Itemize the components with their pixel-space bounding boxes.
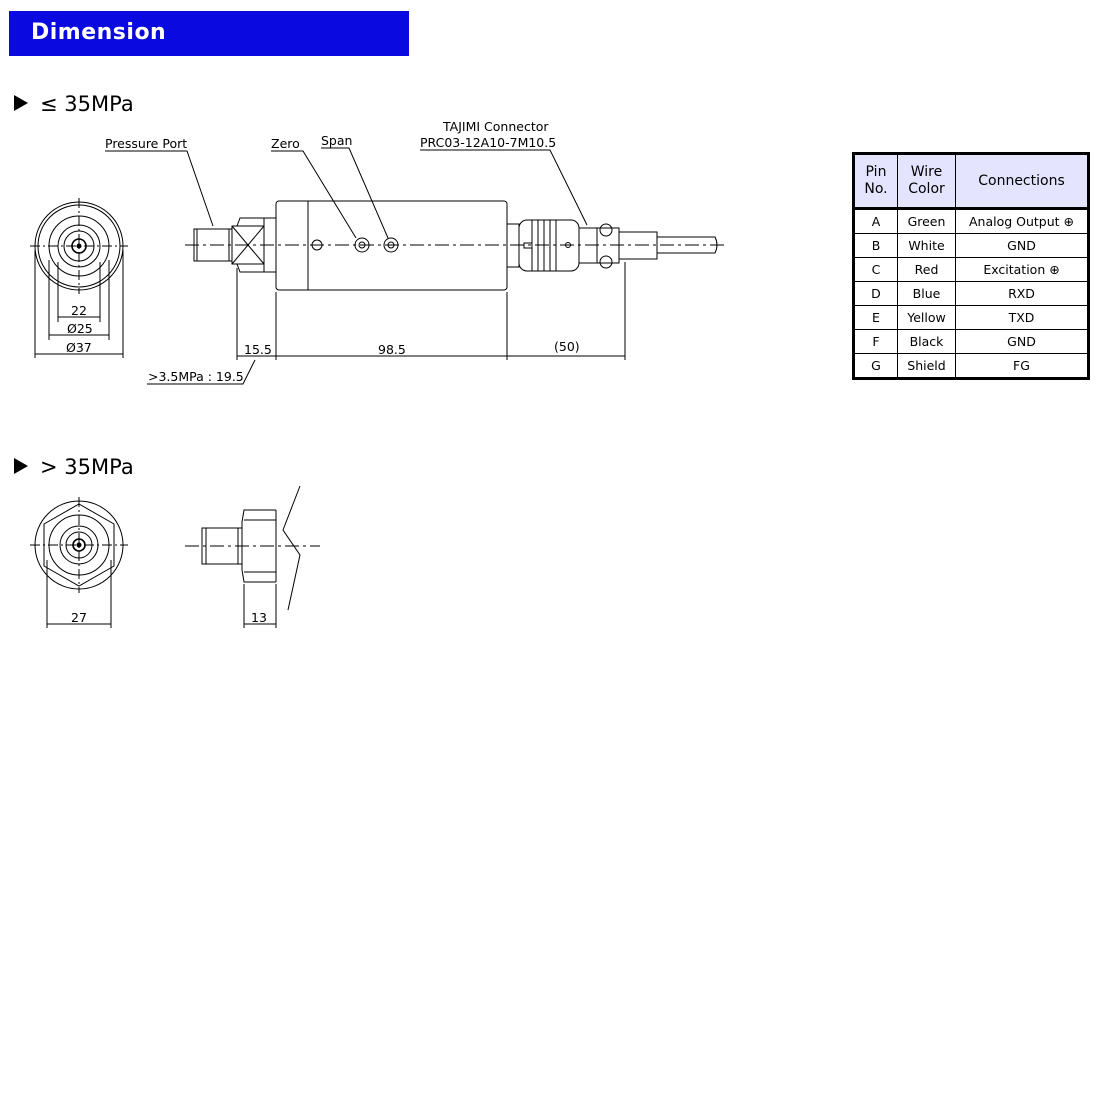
section-high-label: > 35MPa	[40, 455, 134, 479]
label-span: Span	[321, 133, 353, 148]
end-view-high	[30, 497, 128, 628]
dim-d25: Ø25	[67, 321, 93, 336]
dim-98-5: 98.5	[378, 342, 406, 357]
color-cell: Red	[898, 258, 956, 282]
dim-13: 13	[251, 610, 267, 625]
table-row	[854, 306, 1089, 330]
dim-note: >3.5MPa : 19.5	[148, 369, 244, 384]
color-cell: Black	[898, 330, 956, 354]
color-cell: Blue	[898, 282, 956, 306]
connection-cell: RXD	[956, 282, 1089, 306]
header-pin-no: Pin No.	[854, 154, 898, 209]
connection-cell: Excitation ⊕	[956, 258, 1089, 282]
dim-50: (50)	[554, 339, 580, 354]
connection-cell: GND	[956, 234, 1089, 258]
pin-cell: A	[854, 209, 898, 234]
dim-27: 27	[71, 610, 87, 625]
color-cell: Yellow	[898, 306, 956, 330]
pin-cell: C	[854, 258, 898, 282]
connection-cell: FG	[956, 354, 1089, 379]
label-pressure-port: Pressure Port	[105, 136, 188, 151]
section-low-label: ≤ 35MPa	[40, 92, 134, 116]
table-row	[854, 354, 1089, 379]
connection-cell: GND	[956, 330, 1089, 354]
pin-cell: D	[854, 282, 898, 306]
header-wire-color: Wire Color	[898, 154, 956, 209]
color-cell: White	[898, 234, 956, 258]
table-row	[854, 330, 1089, 354]
color-cell: Shield	[898, 354, 956, 379]
label-connector-part: PRC03-12A10-7M10.5	[420, 135, 557, 150]
header-connections: Connections	[956, 154, 1089, 209]
pin-table-header	[854, 154, 1089, 209]
pin-cell: F	[854, 330, 898, 354]
dim-15-5: 15.5	[244, 342, 272, 357]
label-zero: Zero	[271, 136, 300, 151]
color-cell: Green	[898, 209, 956, 234]
side-view-low	[105, 148, 725, 384]
table-row	[854, 282, 1089, 306]
dim-22: 22	[71, 303, 87, 318]
dim-d37: Ø37	[66, 340, 92, 355]
label-connector-name: TAJIMI Connector	[443, 119, 549, 134]
pin-table	[852, 152, 1090, 380]
table-row	[854, 258, 1089, 282]
table-row	[854, 234, 1089, 258]
table-row	[854, 209, 1089, 234]
pin-cell: G	[854, 354, 898, 379]
page-title: Dimension	[31, 20, 167, 45]
pin-cell: B	[854, 234, 898, 258]
connection-cell: Analog Output ⊕	[956, 209, 1089, 234]
connection-cell: TXD	[956, 306, 1089, 330]
side-view-high	[185, 486, 320, 628]
pin-cell: E	[854, 306, 898, 330]
